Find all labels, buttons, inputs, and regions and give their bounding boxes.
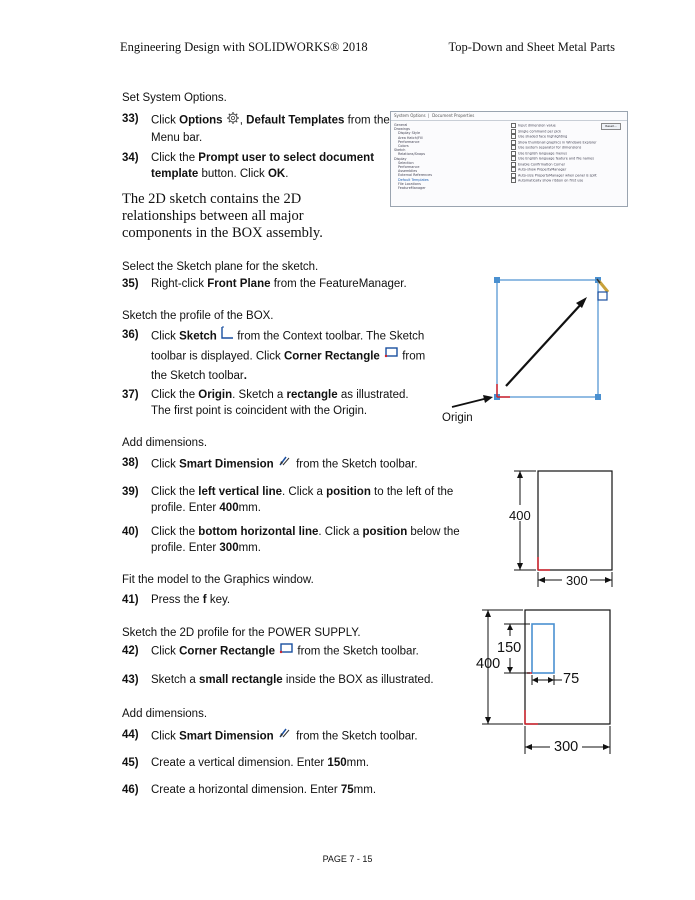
option-checkbox[interactable] [511,145,516,150]
dialog-tree-item[interactable]: Relations/Snaps [398,152,426,157]
step-37: 37) Click the Origin. Sketch a rectangle as illustrated. The first point is coincident with the Origin. [122,389,409,417]
step-39: 39) Click the left vertical line. Click a position to the left of the profile. Enter 400mm. [122,486,454,514]
step-42: 42) Click Corner Rectangle from the Sketch toolbar. [122,643,501,660]
option-checkbox[interactable] [511,173,516,178]
page-number: PAGE 7 - 15 [322,854,373,864]
step-33: 33) Click Options , Default Templates from the Menu bar. [122,113,390,144]
tab-document-properties[interactable]: Document Properties [432,113,475,118]
dialog-option-row[interactable] [511,178,625,184]
option-checkbox[interactable] [511,129,516,134]
box-width-label-2: 300 [554,739,579,755]
dialog-tree-item[interactable]: Default Templates [398,177,429,182]
dialog-tabs: System Options | Document Properties [391,112,627,121]
dialog-tree-item[interactable]: Area Hatch/Fill [398,135,423,140]
box-width-label: 300 [566,573,588,588]
option-label: Show thumbnail graphics in Windows Explorer [518,140,597,144]
smart-dimension-icon [277,455,293,474]
dialog-tree-item[interactable]: FeatureManager [398,186,426,191]
dialog-tree-item[interactable]: General [394,123,408,127]
reset-button[interactable]: Reset... [601,123,621,130]
box-dimension-figure [500,465,620,595]
step-35: 35) Right-click Front Plane from the FeatureManager. [122,278,407,290]
corner-handle [494,277,500,283]
step-34: 34) Click the Prompt user to select document template button. Click OK. [122,152,375,180]
option-label: Use English language feature and file names [518,156,594,161]
smart-dimension-icon [277,727,293,746]
dialog-tree-item[interactable]: External References [398,173,432,178]
origin-label: Origin [442,412,473,424]
dialog-tree [394,123,484,190]
pencil-cursor-icon [597,279,608,300]
dialog-tree-item[interactable]: Drawings [394,127,410,132]
dialog-tree-item[interactable]: Display Style [398,131,421,136]
option-label: Use shaded face highlighting [518,134,568,139]
options-label: Options [179,114,223,127]
section-add-dimensions: Add dimensions. [122,437,208,449]
dialog-tree-item[interactable]: Sketch [394,148,406,153]
diagonal-arrow [506,302,583,386]
power-supply-rectangle [532,624,554,673]
option-label: Use system separator for dimensions [518,145,582,150]
box-height-label: 400 [509,508,531,523]
dialog-tree-item[interactable]: Display [394,156,407,161]
dialog-tree-item[interactable]: Assemblies [398,169,418,174]
dialog-tree-item[interactable]: Performance [398,165,420,170]
box-profile [525,610,610,724]
system-options-dialog [390,111,628,207]
corner-handle [595,394,601,400]
option-checkbox[interactable] [511,151,516,156]
options-gear-icon [226,111,240,130]
dialog-tree-item[interactable]: File Locations [398,181,421,186]
step-40: 40) Click the bottom horizontal line. Click a position below the profile. Enter 300mm. [122,526,460,554]
option-checkbox[interactable] [511,167,516,172]
option-label: Auto-show PropertyManager [518,167,567,172]
origin-pointer [452,398,488,407]
step-43: 43) Sketch a small rectangle inside the BOX as illustrated. [122,674,434,686]
tab-system-options[interactable]: System Options [394,113,426,118]
running-header-right: Top-Down and Sheet Metal Parts [448,40,615,54]
step-36: 36) Click Sketch from the Context toolbar. The Sketch toolbar is displayed. Click Corner Rectangle from the Sketch toolbar. [122,326,441,386]
box-profile [538,471,612,570]
option-checkbox[interactable] [511,156,516,161]
sketch-icon [220,326,234,347]
option-label: Automatically show ribbon on first use [518,178,584,183]
dialog-options [511,123,625,184]
option-label: Use English language menus [518,151,568,155]
step-46: 46) Create a horizontal dimension. Enter 75mm. [122,784,377,796]
option-checkbox[interactable] [511,140,516,145]
dialog-tree-item[interactable]: Performance [398,139,420,144]
corner-rectangle-icon [383,347,399,366]
option-label: Input dimension value [518,123,556,128]
dialog-tree-item[interactable]: Selection [398,160,414,165]
note-2d-sketch: The 2D sketch contains the 2D relationships between all major components in the BOX assembly. [122,191,323,241]
section-fit-model: Fit the model to the Graphics window. [122,574,314,586]
option-checkbox[interactable] [511,134,516,139]
power-supply-figure [470,602,620,762]
section-power-supply: Sketch the 2D profile for the POWER SUPPLY. [122,627,361,639]
section-add-dimensions-2: Add dimensions. [122,708,208,720]
option-checkbox[interactable] [511,178,516,183]
ps-width-label: 75 [563,671,580,687]
step-44: 44) Click Smart Dimension from the Sketch toolbar. [122,727,501,746]
option-checkbox[interactable] [511,123,516,128]
option-label: Single command per pick [518,129,562,133]
step-38: 38) Click Smart Dimension from the Sketch toolbar. [122,455,501,474]
running-header-left: Engineering Design with SOLIDWORKS® 2018 [120,40,368,54]
option-label: Enable Confirmation Corner [518,162,566,166]
step-41: 41) Press the f key. [122,594,231,606]
section-sketch-profile: Sketch the profile of the BOX. [122,310,274,322]
corner-rectangle-icon [278,643,294,660]
box-height-label-2: 400 [476,656,501,672]
option-checkbox[interactable] [511,162,516,167]
section-sketch-plane: Select the Sketch plane for the sketch. [122,261,319,273]
section-system-options: Set System Options. [122,92,227,104]
dialog-tree-item[interactable]: Colors [398,144,409,149]
default-templates-label: Default Templates [246,114,345,127]
step-45: 45) Create a vertical dimension. Enter 150mm. [122,757,369,769]
ps-height-label: 150 [497,640,522,656]
box-rectangle-figure [440,272,620,432]
option-label: Auto-size PropertyManager when panel is split [518,173,597,177]
